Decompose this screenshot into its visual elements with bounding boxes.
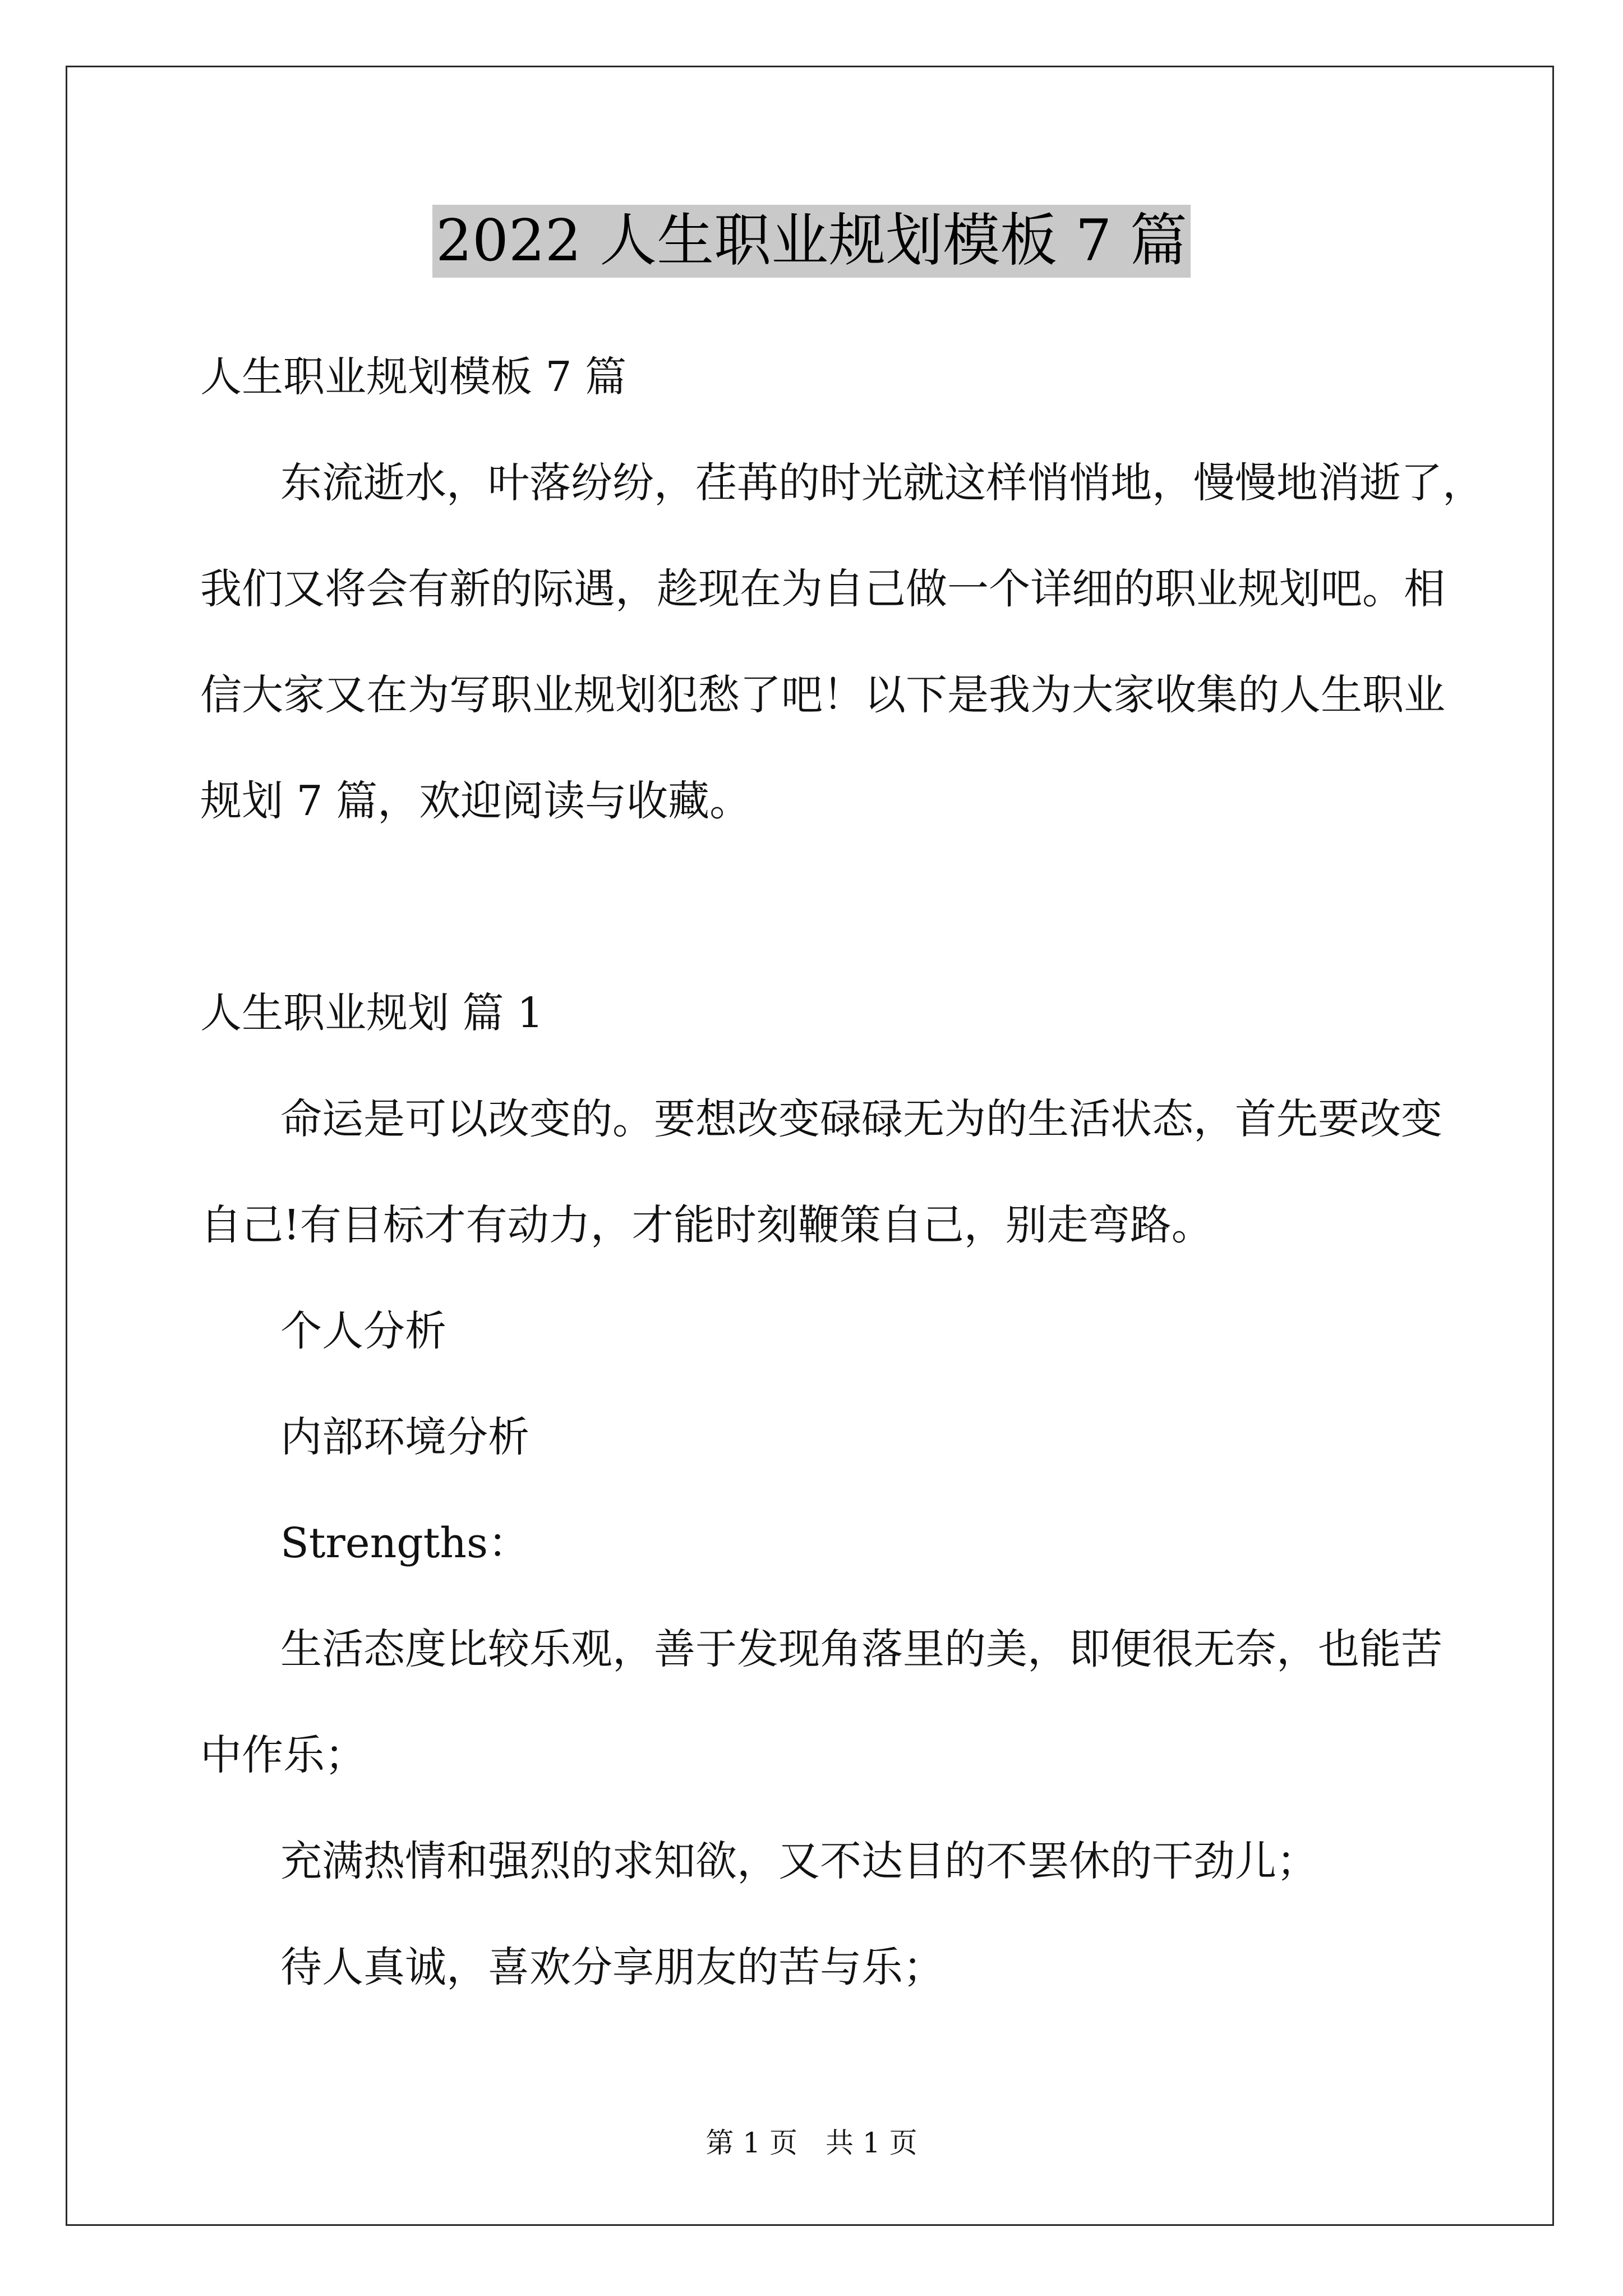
section-line: 充满热情和强烈的求知欲，又不达目的不罢休的干劲儿； bbox=[280, 1837, 1318, 1885]
blank-line bbox=[200, 854, 1546, 960]
page-footer: 第 1 页 共 1 页 bbox=[706, 2127, 917, 2159]
section-line: 个人分析 bbox=[280, 1307, 446, 1355]
section-line: 待人真诚，喜欢分享朋友的苦与乐； bbox=[280, 1943, 944, 1991]
section-line: 自己!有目标才有动力，才能时刻鞭策自己，别走弯路。 bbox=[200, 1201, 1213, 1249]
document-title: 2022 人生职业规划模板 7 篇 bbox=[432, 205, 1191, 278]
document-body bbox=[200, 324, 1546, 2021]
section-line: 生活态度比较乐观，善于发现角落里的美，即便很无奈，也能苦 bbox=[280, 1625, 1442, 1673]
section-line: Strengths： bbox=[280, 1519, 529, 1567]
intro-line: 东流逝水，叶落纷纷，荏苒的时光就这样悄悄地，慢慢地消逝了， bbox=[280, 459, 1484, 507]
section-line: 命运是可以改变的。要想改变碌碌无为的生活状态，首先要改变 bbox=[280, 1095, 1442, 1143]
section-line: 中作乐； bbox=[200, 1731, 366, 1779]
subtitle: 人生职业规划模板 7 篇 bbox=[200, 353, 627, 401]
intro-line: 规划 7 篇，欢迎阅读与收藏。 bbox=[200, 777, 751, 825]
intro-line: 信大家又在为写职业规划犯愁了吧！以下是我为大家收集的人生职业 bbox=[200, 671, 1445, 719]
intro-line: 我们又将会有新的际遇，趁现在为自己做一个详细的职业规划吧。相 bbox=[200, 565, 1445, 613]
section-line: 内部环境分析 bbox=[280, 1413, 529, 1461]
title-row bbox=[0, 205, 1623, 278]
section-heading: 人生职业规划 篇 1 bbox=[200, 989, 544, 1037]
